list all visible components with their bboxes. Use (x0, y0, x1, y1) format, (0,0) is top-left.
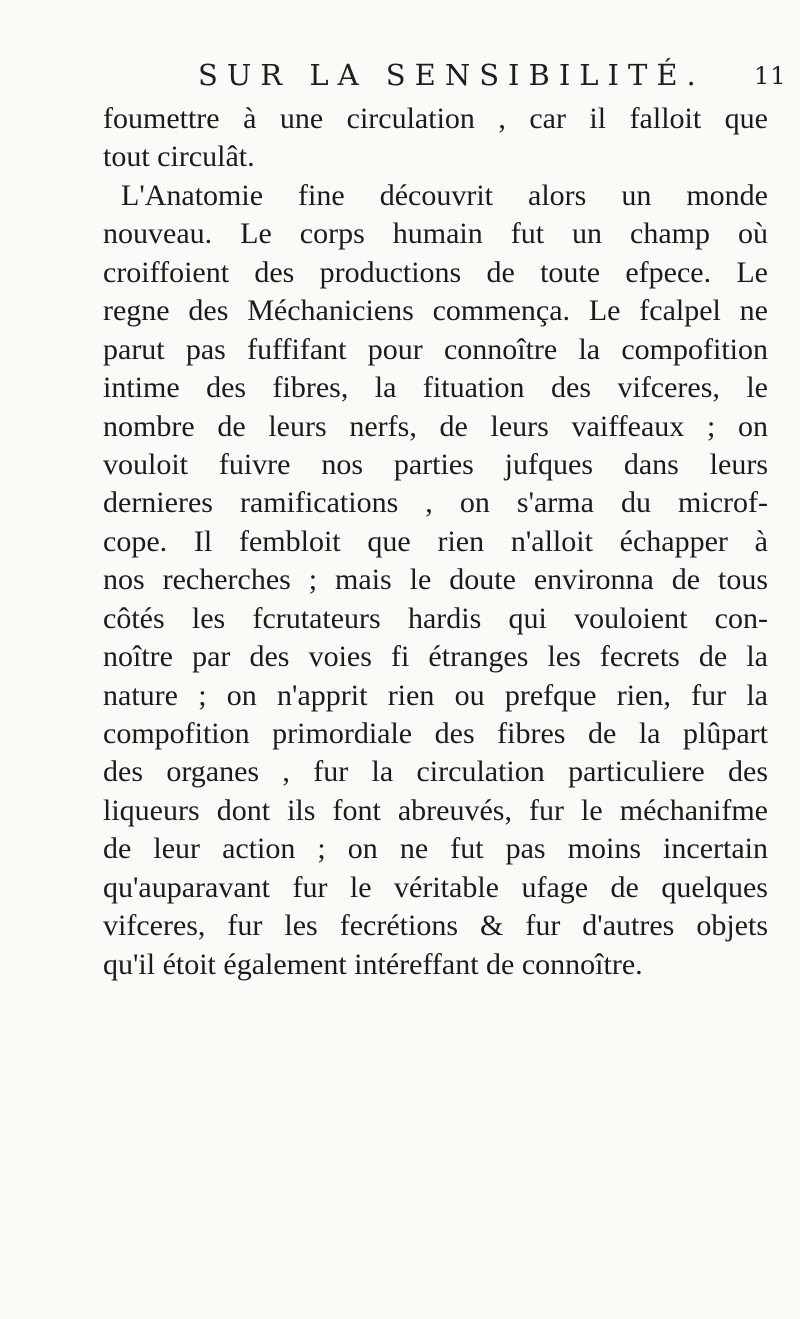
text-line: tout circulât. (103, 140, 255, 174)
body-text (103, 100, 768, 984)
text-line: dernieres ramifications , on s'arma du microf- (103, 486, 768, 520)
text-line: des organes , fur la circulation particuliere des (103, 755, 768, 789)
text-line: vouloit fuivre nos parties jufques dans leurs (103, 447, 768, 481)
text-line: foumettre à une circulation , car il falloit que (103, 102, 768, 135)
text-line: nos recherches ; mais le doute environna de tous (103, 563, 768, 597)
text-line: parut pas fuffifant pour connoître la compofition (103, 332, 768, 366)
page-number: 11 (754, 62, 787, 90)
text-line: regne des Méchaniciens commença. Le fcalpel ne (103, 294, 768, 328)
page-header (0, 58, 800, 98)
text-line: croiffoient des productions de toute efpece. Le (103, 255, 768, 289)
text-line: L'Anatomie fine découvrit alors un monde (121, 178, 768, 212)
text-line: de leur action ; on ne fut pas moins incertain (103, 832, 768, 866)
text-line: noître par des voies fi étranges les fecrets de la (103, 640, 768, 674)
text-line: nature ; on n'apprit rien ou prefque rien, fur la (103, 678, 768, 712)
text-line: qu'auparavant fur le véritable ufage de quelques (103, 870, 768, 904)
text-line: intime des fibres, la fituation des vifceres, le (103, 371, 768, 405)
running-title: SUR LA SENSIBILITÉ. (198, 58, 705, 92)
text-line: qu'il étoit également intéreffant de connoître. (103, 947, 643, 981)
text-line: liqueurs dont ils font abreuvés, fur le méchanifme (103, 793, 768, 827)
text-line: nombre de leurs nerfs, de leurs vaiffeaux ; on (103, 409, 768, 443)
text-line: cope. Il fembloit que rien n'alloit échapper à (103, 524, 768, 558)
text-line: vifceres, fur les fecrétions & fur d'autres objets (103, 909, 768, 943)
text-line: compofition primordiale des fibres de la plûpart (103, 717, 768, 750)
text-line: nouveau. Le corps humain fut un champ où (103, 217, 768, 251)
text-line: côtés les fcrutateurs hardis qui vouloient con- (103, 601, 768, 635)
